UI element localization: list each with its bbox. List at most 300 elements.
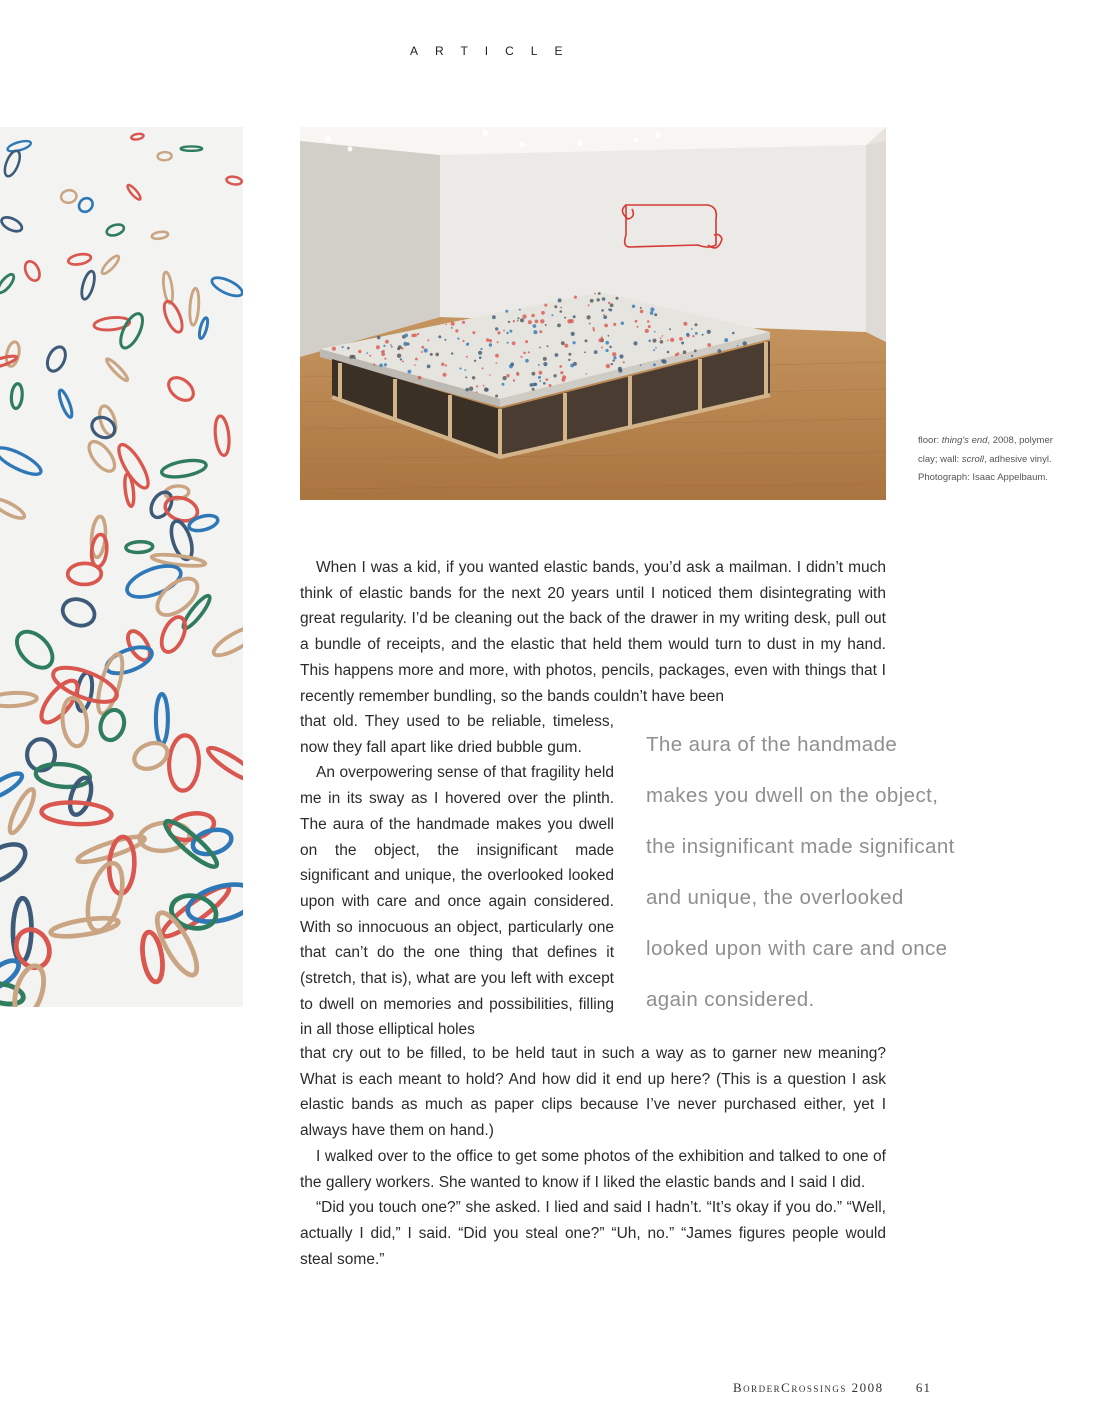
clay-band-dot — [384, 358, 386, 360]
elastic-band — [198, 317, 210, 339]
clay-band-dot — [513, 320, 515, 322]
clay-band-dot — [623, 361, 625, 363]
clay-band-dot — [737, 345, 739, 347]
clay-band-dot — [342, 346, 344, 348]
clay-band-dot — [459, 367, 461, 369]
clay-band-dot — [451, 327, 453, 329]
clay-band-dot — [660, 340, 664, 344]
clay-band-dot — [539, 347, 541, 349]
clay-band-dot — [655, 347, 657, 349]
clay-band-dot — [358, 350, 361, 353]
clay-band-dot — [478, 351, 482, 355]
clay-band-dot — [532, 388, 535, 391]
clay-band-dot — [503, 376, 507, 380]
clay-band-dot — [573, 362, 577, 366]
clay-band-dot — [349, 355, 353, 359]
photo-caption — [918, 432, 1053, 488]
clay-band-dot — [603, 315, 607, 319]
elastic-band — [105, 223, 125, 238]
clay-band-dot — [525, 359, 529, 363]
clay-band-dot — [594, 350, 598, 354]
clay-band-dot — [435, 353, 439, 357]
clay-band-dot — [613, 323, 616, 326]
clay-band-dot — [505, 310, 508, 313]
elastic-band — [126, 183, 142, 201]
clay-band-dot — [407, 343, 410, 346]
clay-band-dot — [618, 367, 622, 371]
clay-band-dot — [538, 376, 541, 379]
clay-band-dot — [427, 365, 431, 369]
clay-band-dot — [462, 321, 465, 324]
clay-band-dot — [602, 297, 606, 301]
clay-band-dot — [667, 351, 670, 354]
clay-band-dot — [472, 331, 475, 334]
clay-band-dot — [523, 352, 526, 355]
pull-quote-line: again considered. — [646, 988, 815, 1011]
clay-band-dot — [609, 346, 612, 349]
elastic-band — [60, 697, 90, 748]
clay-band-dot — [489, 343, 492, 346]
clay-band-dot — [553, 374, 556, 377]
clay-band-dot — [539, 380, 541, 382]
clay-band-dot — [718, 349, 722, 353]
clay-band-dot — [538, 364, 540, 366]
clay-band-dot — [557, 324, 561, 328]
elastic-band — [151, 231, 168, 240]
clay-band-dot — [377, 336, 381, 340]
clay-band-dot — [492, 315, 496, 319]
clay-band-dot — [695, 332, 698, 335]
clay-band-dot — [561, 378, 565, 382]
elastic-band — [164, 373, 197, 405]
clay-band-dot — [444, 339, 446, 341]
clay-band-dot — [533, 330, 537, 334]
clay-band-dot — [621, 322, 624, 325]
clay-band-dot — [567, 319, 571, 323]
clay-band-dot — [430, 353, 433, 356]
clay-band-dot — [469, 387, 473, 391]
page-number: 61 — [915, 1380, 932, 1395]
clay-band-dot — [585, 339, 588, 342]
elastic-band — [157, 614, 190, 656]
elastic-band — [100, 254, 121, 276]
clay-band-dot — [466, 343, 469, 346]
clay-band-dot — [379, 364, 383, 368]
clay-band-dot — [373, 364, 375, 366]
clay-band-dot — [502, 383, 505, 386]
clay-band-dot — [605, 341, 609, 345]
clay-band-dot — [610, 303, 614, 307]
clay-band-dot — [686, 333, 689, 336]
clay-band-dot — [637, 326, 639, 328]
clay-band-dot — [608, 335, 610, 337]
clay-band-dot — [675, 353, 678, 356]
clay-band-dot — [418, 376, 422, 380]
elastic-band — [105, 357, 130, 383]
elastic-band — [76, 195, 95, 214]
clay-band-dot — [601, 309, 604, 312]
clay-band-dot — [683, 322, 687, 326]
elastic-band — [189, 288, 200, 326]
clay-band-dot — [427, 339, 429, 341]
caption-title-floor: thing's end — [941, 435, 988, 446]
clay-band-dot — [513, 379, 515, 381]
clay-band-dot — [619, 354, 623, 358]
elastic-band — [0, 496, 27, 522]
clay-band-dot — [647, 320, 650, 323]
clay-band-dot — [606, 349, 609, 352]
clay-band-dot — [612, 352, 616, 356]
caption-mid: , 2008, polymer clay; wall: — [918, 435, 1053, 465]
clay-band-dot — [545, 378, 548, 381]
elastic-band — [0, 692, 37, 707]
clay-band-dot — [543, 382, 546, 385]
clay-band-dot — [635, 320, 638, 323]
clay-band-dot — [541, 311, 545, 315]
clay-band-dot — [424, 348, 428, 352]
elastic-band — [126, 541, 153, 553]
clay-band-dot — [683, 350, 687, 354]
clay-band-dot — [660, 337, 662, 339]
clay-band-dot — [534, 383, 537, 386]
clay-band-dot — [503, 330, 505, 332]
paragraph-4: “Did you touch one?” she asked. I lied and said I hadn’t. “It’s okay if you do.” “Well, actually I did,” I said. “Did you steal one?” “Uh, no.” “James figures people would steal some.” — [300, 1199, 886, 1268]
clay-band-dot — [707, 330, 711, 334]
elastic-band — [10, 383, 23, 409]
clay-band-dot — [598, 292, 601, 295]
clay-band-dot — [662, 335, 664, 337]
elastic-band — [156, 694, 168, 744]
elastic-band — [0, 443, 44, 479]
clay-band-dot — [397, 354, 401, 358]
clay-band-dot — [404, 334, 408, 338]
clay-band-dot — [544, 304, 547, 307]
clay-band-dot — [568, 353, 571, 356]
clay-band-dot — [421, 351, 423, 353]
clay-band-dot — [539, 330, 542, 333]
clay-band-dot — [509, 330, 512, 333]
elastic-band — [157, 152, 171, 161]
clay-band-dot — [466, 356, 468, 358]
clay-band-dot — [584, 351, 586, 353]
clay-band-dot — [519, 309, 521, 311]
elastic-band — [10, 625, 59, 674]
clay-band-dot — [474, 360, 476, 362]
clay-band-dot — [573, 341, 576, 344]
clay-band-dot — [332, 347, 336, 351]
clay-band-dot — [408, 370, 412, 374]
pull-quote-line: The aura of the handmade — [646, 733, 898, 756]
clay-band-dot — [384, 363, 387, 366]
clay-band-dot — [381, 351, 383, 353]
elastic-band — [2, 149, 23, 178]
clay-band-dot — [653, 349, 655, 351]
clay-band-dot — [354, 357, 356, 359]
clay-band-dot — [695, 323, 698, 326]
clay-band-dot — [724, 338, 728, 342]
caption-title-wall: scroll — [961, 453, 984, 465]
clay-band-dot — [650, 307, 654, 311]
clay-band-dot — [443, 373, 447, 377]
elastic-band — [209, 274, 243, 299]
elastic-band — [57, 389, 74, 419]
elastic-band — [68, 563, 102, 585]
clay-band-dot — [517, 317, 519, 319]
clay-band-dot — [681, 342, 684, 345]
clay-band-dot — [369, 355, 371, 357]
clay-band-dot — [457, 338, 459, 340]
paragraph-3: I walked over to the office to get some photos of the exhibition and talked to one of the gallery workers. She wanted to know if I liked the elastic bands and I said I did. — [300, 1147, 886, 1191]
elastic-band — [59, 595, 99, 630]
elastic-band — [50, 915, 120, 940]
elastic-band — [160, 458, 207, 480]
elastic-bands-illustration — [0, 127, 243, 1007]
clay-band-dot — [586, 373, 588, 375]
clay-band-dot — [400, 358, 402, 360]
caption-prefix: floor: — [918, 435, 942, 446]
clay-band-dot — [376, 345, 380, 349]
clay-band-dot — [593, 329, 595, 331]
clay-band-dot — [661, 359, 664, 362]
clay-band-dot — [632, 305, 635, 308]
elastic-band — [22, 259, 42, 283]
article-block-narrow — [300, 709, 614, 1043]
clay-band-dot — [691, 355, 693, 357]
elastic-band — [6, 787, 39, 836]
clay-band-dot — [482, 367, 484, 369]
clay-band-dot — [506, 332, 508, 334]
elastic-band — [161, 299, 186, 335]
clay-band-dot — [476, 385, 478, 387]
clay-band-dot — [522, 314, 526, 318]
clay-band-dot — [543, 357, 547, 361]
clay-band-dot — [516, 372, 519, 375]
clay-band-dot — [691, 328, 693, 330]
clay-band-dot — [417, 333, 419, 335]
clay-band-dot — [476, 391, 478, 393]
clay-band-dot — [604, 324, 608, 328]
gallery-installation-illustration — [300, 127, 886, 500]
clay-band-dot — [545, 324, 547, 326]
clay-band-dot — [528, 351, 530, 353]
elastic-band — [67, 252, 91, 266]
clay-band-dot — [608, 302, 610, 304]
clay-band-dot — [507, 342, 509, 344]
clay-band-dot — [464, 369, 466, 371]
publication-name: BorderCrossings 2008 — [733, 1380, 884, 1395]
elastic-band — [0, 272, 16, 295]
elastic-band — [84, 437, 119, 475]
clay-band-dot — [653, 363, 656, 366]
clay-band-dot — [587, 315, 591, 319]
clay-band-dot — [495, 395, 498, 398]
clay-band-dot — [539, 371, 543, 375]
pull-quote-line: looked upon with care and once — [646, 937, 948, 960]
elastic-band — [66, 775, 95, 817]
elastic-band — [181, 146, 202, 150]
clay-band-dot — [603, 314, 605, 316]
clay-band-dot — [533, 324, 537, 328]
clay-band-dot — [438, 335, 441, 338]
clay-band-dot — [451, 322, 455, 326]
paragraph-2-end: that cry out to be filled, to be held taut in such a way as to garner new meaning? What is each meant to hold? And how did it end up here? (This is a question I ask elastic bands as much as paper clips because I’ve never purchased either, yet I always have them on hand.) — [300, 1045, 886, 1140]
clay-band-dot — [609, 309, 612, 312]
clay-band-dot — [707, 343, 711, 347]
clay-band-dot — [555, 353, 559, 357]
clay-band-dot — [590, 299, 594, 303]
clay-band-dot — [390, 344, 392, 346]
clay-band-dot — [616, 297, 619, 300]
clay-band-dot — [398, 345, 402, 349]
clay-band-dot — [640, 307, 642, 309]
clay-band-dot — [531, 314, 535, 318]
clay-band-dot — [667, 340, 669, 342]
clay-band-dot — [573, 315, 576, 318]
clay-band-dot — [588, 304, 590, 306]
clay-band-dot — [564, 344, 568, 348]
clay-band-dot — [497, 331, 500, 334]
elastic-band — [210, 622, 243, 660]
clay-band-dot — [654, 313, 657, 316]
pull-quote-line: makes you dwell on the object, — [646, 784, 939, 807]
clay-band-dot — [402, 360, 404, 362]
elastic-band — [79, 270, 97, 301]
clay-band-dot — [568, 359, 570, 361]
clay-band-dot — [495, 354, 499, 358]
clay-band-dot — [654, 331, 656, 333]
clay-band-dot — [465, 376, 467, 378]
clay-band-dot — [561, 341, 565, 345]
clay-band-dot — [532, 372, 536, 376]
clay-band-dot — [560, 310, 563, 313]
clay-band-dot — [613, 356, 616, 359]
clay-band-dot — [530, 383, 534, 387]
clay-band-dot — [670, 338, 674, 342]
clay-band-dot — [679, 337, 683, 341]
clay-band-dot — [549, 384, 552, 387]
clay-band-dot — [547, 345, 549, 347]
clay-band-dot — [479, 356, 482, 359]
clay-band-dot — [489, 339, 492, 342]
clay-band-dot — [564, 317, 566, 319]
clay-band-dot — [560, 307, 562, 309]
gallery-photo — [300, 127, 886, 500]
elastic-band — [60, 189, 77, 204]
clay-band-dot — [559, 365, 562, 368]
clay-band-dot — [694, 349, 697, 352]
clay-band-dot — [511, 362, 515, 366]
clay-band-dot — [366, 352, 368, 354]
paragraph-1-end: that old. They used to be reliable, timeless, now they fall apart like dried bubble gum. — [300, 713, 614, 756]
clay-band-dot — [597, 298, 600, 301]
clay-band-dot — [598, 338, 602, 342]
clay-band-dot — [480, 348, 482, 350]
clay-band-dot — [465, 388, 469, 392]
clay-band-dot — [743, 341, 747, 345]
article-block-bottom — [300, 1041, 886, 1272]
clay-band-dot — [484, 387, 488, 391]
clay-band-dot — [645, 329, 649, 333]
clay-band-dot — [732, 332, 735, 335]
elastic-band — [44, 344, 69, 374]
clay-band-dot — [571, 332, 575, 336]
elastic-band — [81, 859, 128, 934]
side-photo — [0, 127, 243, 1007]
clay-band-dot — [451, 352, 453, 354]
clay-band-dot — [558, 298, 562, 302]
elastic-band — [0, 837, 32, 891]
caption-suffix: , adhesive vinyl. Photograph: Isaac Appelbaum. — [918, 453, 1052, 483]
clay-band-dot — [517, 320, 519, 322]
clay-band-dot — [613, 359, 615, 361]
elastic-band — [35, 762, 91, 789]
clay-band-dot — [496, 362, 498, 364]
section-label: ARTICLE — [410, 44, 580, 58]
clay-band-dot — [383, 345, 385, 347]
clay-band-dot — [574, 296, 577, 299]
clay-band-dot — [421, 346, 424, 349]
paragraph-1-start: When I was a kid, if you wanted elastic bands, you’d ask a mailman. I didn’t much think of elastic bands for the next 20 years until I noticed them disintegrating with great regularity. I’d be cleaning out the back of the drawer in my writing desk, pull out a bundle of receipts, and the elastic that held them would turn to dust in my hand. This happens more and more, with photos, pencils, packages, even with things that I recently remember bundling, so the bands couldn’t have been — [300, 559, 886, 705]
pull-quote — [646, 719, 1066, 1025]
elastic-band — [0, 214, 24, 234]
clay-band-dot — [462, 340, 464, 342]
clay-band-dot — [601, 347, 603, 349]
clay-band-dot — [520, 356, 522, 358]
article-block-top — [300, 555, 886, 709]
pull-quote-line: and unique, the overlooked — [646, 886, 904, 909]
clay-band-dot — [560, 371, 563, 374]
clay-band-dot — [611, 363, 613, 365]
clay-band-dot — [512, 341, 516, 345]
clay-band-dot — [525, 340, 528, 343]
paragraph-2-start: An overpowering sense of that fragility held me in its sway as I hovered over the plinth. The aura of the handmade makes you dwell on the object, the insignificant made significant and unique, the overlooked looked upon with care and once again considered. With so innocuous an object, particularly one that can’t do the one thing that defines it (stretch, that is), what are you left with except to dwell on memories and possibilities, filling in all those elliptical holes — [300, 764, 614, 1039]
clay-band-dot — [528, 320, 532, 324]
clay-band-dot — [692, 335, 694, 337]
clay-band-dot — [391, 346, 393, 348]
clay-band-dot — [520, 318, 524, 322]
clay-band-dot — [497, 341, 499, 343]
clay-band-dot — [411, 334, 414, 337]
clay-band-dot — [415, 358, 418, 361]
elastic-band — [162, 271, 174, 303]
pull-quote-line: the insignificant made significant — [646, 835, 955, 858]
clay-band-dot — [445, 364, 447, 366]
elastic-band — [131, 133, 144, 140]
clay-band-dot — [551, 314, 553, 316]
clay-band-dot — [648, 340, 651, 343]
elastic-band — [168, 735, 200, 792]
clay-band-dot — [506, 374, 509, 377]
clay-band-dot — [483, 385, 485, 387]
elastic-band — [213, 415, 230, 456]
clay-band-dot — [702, 334, 704, 336]
clay-band-dot — [640, 364, 642, 366]
clay-band-dot — [495, 327, 498, 330]
clay-band-dot — [606, 364, 610, 368]
clay-band-dot — [648, 325, 651, 328]
clay-band-dot — [650, 311, 654, 315]
clay-band-dot — [455, 329, 458, 332]
elastic-band — [158, 880, 234, 942]
clay-band-dot — [414, 364, 416, 366]
clay-band-dot — [540, 319, 544, 323]
page-footer — [733, 1380, 931, 1396]
clay-band-dot — [594, 293, 596, 295]
clay-band-dot — [489, 374, 491, 376]
clay-band-dot — [543, 362, 547, 366]
elastic-band — [205, 743, 243, 786]
clay-band-dot — [653, 339, 657, 343]
